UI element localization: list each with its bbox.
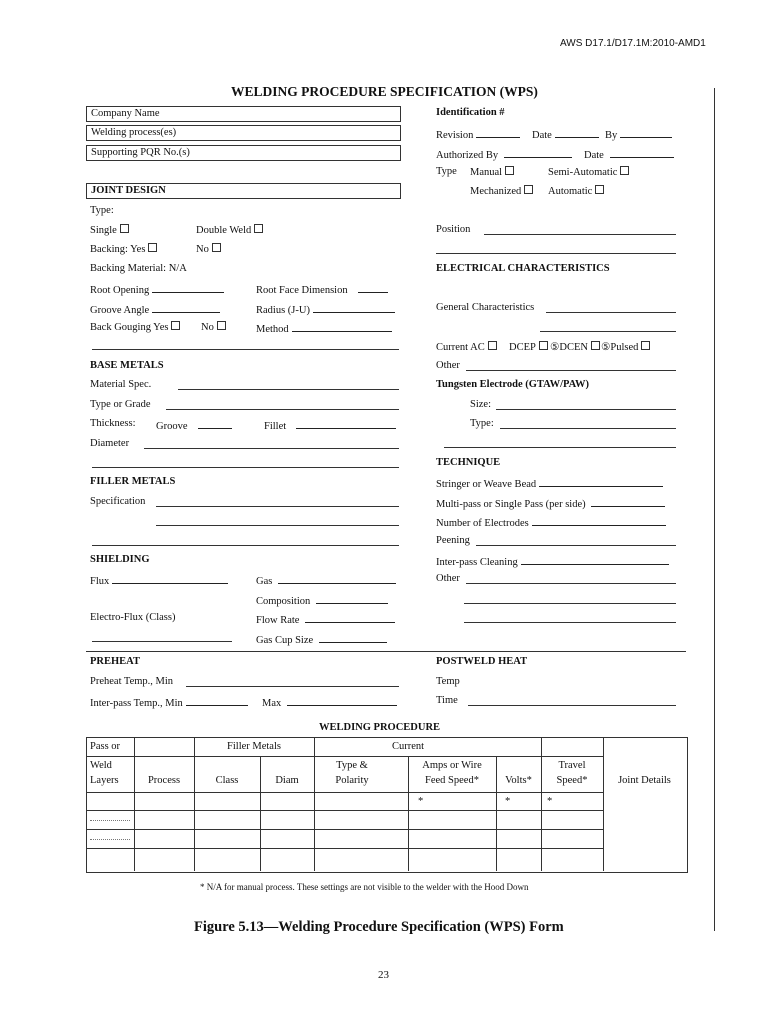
manual-label: Manual bbox=[470, 167, 503, 178]
speed-column-header: Speed* bbox=[556, 775, 588, 786]
backing-no-label: No bbox=[196, 244, 209, 255]
dcep-label: DCEP bbox=[509, 342, 536, 353]
pulsed-option[interactable] bbox=[601, 341, 650, 354]
table-column-divider bbox=[541, 737, 542, 871]
radius-label: Radius (J-U) bbox=[256, 305, 310, 316]
method-label: Method bbox=[256, 324, 289, 335]
revision-by-field[interactable] bbox=[605, 127, 672, 142]
process-column-header: Process bbox=[147, 775, 181, 786]
process-type-label: Type bbox=[436, 166, 457, 177]
interpass-temp-field[interactable] bbox=[90, 695, 248, 710]
authorized-date-field[interactable] bbox=[584, 147, 674, 162]
dcen-option[interactable] bbox=[550, 341, 600, 354]
preheat-temp-line[interactable] bbox=[186, 686, 399, 687]
authorized-date-label: Date bbox=[584, 150, 604, 161]
weld-header: Weld bbox=[90, 760, 112, 771]
tungsten-type-label: Type: bbox=[470, 418, 494, 429]
composition-label: Composition bbox=[256, 596, 311, 607]
backing-yes-option[interactable] bbox=[90, 243, 157, 256]
table-column-divider bbox=[496, 756, 497, 871]
tungsten-header: Tungsten Electrode (GTAW/PAW) bbox=[436, 379, 590, 390]
blank-line[interactable] bbox=[92, 467, 399, 468]
current-ac-label: Current AC bbox=[436, 342, 485, 353]
procedure-title: WELDING PROCEDURE bbox=[319, 722, 441, 733]
electro-flux-label: Electro-Flux (Class) bbox=[90, 612, 176, 623]
joint-design-label: JOINT DESIGN bbox=[91, 185, 166, 196]
shielding-header: SHIELDING bbox=[90, 554, 150, 565]
mechanized-option[interactable] bbox=[470, 185, 533, 198]
back-gouging-yes-option[interactable] bbox=[90, 321, 180, 334]
table-row bbox=[86, 829, 603, 830]
back-gouging-no-option[interactable] bbox=[201, 321, 226, 334]
dcen-checkbox[interactable] bbox=[591, 341, 600, 350]
max-label: Max bbox=[262, 698, 282, 709]
groove-angle-field[interactable] bbox=[90, 302, 220, 317]
single-option[interactable] bbox=[90, 224, 129, 237]
num-electrodes-field[interactable] bbox=[436, 515, 666, 530]
interpass-cleaning-field[interactable] bbox=[436, 554, 669, 569]
backing-no-option[interactable] bbox=[196, 243, 221, 256]
backing-yes-label: Backing: Yes bbox=[90, 244, 146, 255]
fillet-label: Fillet bbox=[264, 421, 287, 432]
supporting-pqr-field[interactable] bbox=[86, 145, 401, 161]
gas-field[interactable] bbox=[256, 573, 396, 588]
back-gouging-no-label: No bbox=[201, 322, 214, 333]
electrical-header: ELECTRICAL CHARACTERISTICS bbox=[436, 263, 610, 274]
interpass-temp-label: Inter-pass Temp., Min bbox=[90, 698, 183, 709]
type-or-grade-line[interactable] bbox=[166, 409, 399, 410]
section-divider bbox=[86, 651, 686, 652]
postweld-time-line[interactable] bbox=[468, 705, 676, 706]
general-characteristics-line[interactable] bbox=[546, 312, 676, 313]
fillet-field[interactable] bbox=[264, 418, 396, 433]
table-column-divider bbox=[134, 737, 135, 871]
root-face-field[interactable] bbox=[256, 282, 388, 297]
material-spec-line[interactable] bbox=[178, 389, 399, 390]
backing-material-label: Backing Material: N/A bbox=[90, 263, 187, 274]
back-gouging-no-checkbox[interactable] bbox=[217, 321, 226, 330]
position-line[interactable] bbox=[484, 234, 676, 235]
type-or-grade-label: Type or Grade bbox=[90, 399, 151, 410]
document-id: AWS D17.1/D17.1M:2010-AMD1 bbox=[560, 38, 706, 49]
diameter-label: Diameter bbox=[90, 438, 130, 449]
gas-cup-size-field[interactable] bbox=[256, 632, 387, 647]
pulsed-checkbox[interactable] bbox=[641, 341, 650, 350]
diameter-line[interactable] bbox=[144, 448, 399, 449]
material-spec-label: Material Spec. bbox=[90, 379, 152, 390]
specification-line[interactable] bbox=[156, 506, 399, 507]
form-title: WELDING PROCEDURE SPECIFICATION (WPS) bbox=[231, 84, 538, 99]
joint-type-label: Type: bbox=[90, 205, 114, 216]
position-label: Position bbox=[436, 224, 471, 235]
groove-angle-label: Groove Angle bbox=[90, 305, 150, 316]
back-gouging-label: Back Gouging Yes bbox=[90, 322, 169, 333]
welding-process-label: Welding process(es) bbox=[91, 127, 177, 138]
travel-column-header: Travel bbox=[558, 760, 586, 771]
table-row bbox=[86, 756, 603, 757]
procedure-table bbox=[86, 737, 688, 873]
circled-five-symbol: ⑤ bbox=[601, 342, 611, 353]
semi-automatic-option[interactable] bbox=[548, 166, 629, 179]
double-weld-checkbox[interactable] bbox=[254, 224, 263, 233]
pulsed-label: Pulsed bbox=[610, 342, 639, 353]
mechanized-label: Mechanized bbox=[470, 186, 522, 197]
blank-line[interactable] bbox=[436, 253, 676, 254]
single-label: Single bbox=[90, 225, 117, 236]
page-number: 23 bbox=[378, 969, 389, 981]
root-opening-field[interactable] bbox=[90, 282, 224, 297]
travel-asterisk: * bbox=[547, 796, 553, 807]
tungsten-size-line[interactable] bbox=[496, 409, 676, 410]
preheat-header: PREHEAT bbox=[90, 656, 140, 667]
dcep-checkbox[interactable] bbox=[539, 341, 548, 350]
num-electrodes-label: Number of Electrodes bbox=[436, 518, 529, 529]
postweld-header: POSTWELD HEAT bbox=[436, 656, 528, 667]
pass-or-header: Pass or bbox=[90, 741, 121, 752]
peening-label: Peening bbox=[436, 535, 470, 546]
revision-by-label: By bbox=[605, 130, 618, 141]
margin-bar bbox=[714, 88, 715, 931]
authorized-by-label: Authorized By bbox=[436, 150, 499, 161]
groove-label: Groove bbox=[156, 421, 188, 432]
feed-speed-column-header: Feed Speed* bbox=[425, 775, 479, 786]
volts-asterisk: * bbox=[505, 796, 511, 807]
authorized-by-field[interactable] bbox=[436, 147, 572, 162]
manual-option[interactable] bbox=[470, 166, 514, 179]
preheat-temp-label: Preheat Temp., Min bbox=[90, 676, 174, 687]
method-field[interactable] bbox=[256, 321, 392, 336]
blank-line[interactable] bbox=[92, 349, 399, 350]
max-field[interactable] bbox=[262, 695, 397, 710]
gas-label: Gas bbox=[256, 576, 273, 587]
base-metals-header: BASE METALS bbox=[90, 360, 164, 371]
polarity-column-header: Polarity bbox=[335, 775, 369, 786]
table-column-divider bbox=[603, 737, 604, 871]
class-column-header: Class bbox=[215, 775, 239, 786]
dcep-option[interactable] bbox=[509, 341, 548, 354]
dcen-label: DCEN bbox=[559, 342, 589, 353]
joint-details-column-header: Joint Details bbox=[618, 775, 671, 786]
joint-design-header bbox=[86, 183, 401, 199]
specification-label: Specification bbox=[90, 496, 146, 507]
revision-date-field[interactable] bbox=[532, 127, 599, 142]
revision-date-label: Date bbox=[532, 130, 552, 141]
other-electrical-line[interactable] bbox=[466, 370, 676, 371]
blank-line[interactable] bbox=[444, 447, 676, 448]
table-column-divider bbox=[314, 737, 315, 871]
filler-metals-header: FILLER METALS bbox=[90, 476, 176, 487]
layers-header: Layers bbox=[90, 775, 119, 786]
gas-cup-size-label: Gas Cup Size bbox=[256, 635, 314, 646]
amps-asterisk: * bbox=[418, 796, 424, 807]
multipass-field[interactable] bbox=[436, 496, 665, 511]
ac-checkbox[interactable] bbox=[488, 341, 497, 350]
tungsten-type-line[interactable] bbox=[500, 428, 676, 429]
stringer-field[interactable] bbox=[436, 476, 663, 491]
company-name-label: Company Name bbox=[91, 108, 160, 119]
groove-thickness-field[interactable] bbox=[156, 418, 232, 433]
blank-line[interactable] bbox=[464, 603, 676, 604]
semi-automatic-label: Semi-Automatic bbox=[548, 167, 618, 178]
thickness-label: Thickness: bbox=[90, 418, 136, 429]
flow-rate-label: Flow Rate bbox=[256, 615, 300, 626]
identification-label: Identification # bbox=[436, 107, 505, 118]
postweld-time-label: Time bbox=[436, 695, 458, 706]
other-electrical-label: Other bbox=[436, 360, 460, 371]
table-row bbox=[86, 810, 603, 811]
figure-caption: Figure 5.13—Welding Procedure Specification (WPS) Form bbox=[194, 919, 564, 935]
dotted-leader bbox=[90, 839, 130, 840]
other-technique-line[interactable] bbox=[466, 583, 676, 584]
double-weld-label: Double Weld bbox=[196, 225, 252, 236]
single-checkbox[interactable] bbox=[120, 224, 129, 233]
postweld-temp-label: Temp bbox=[436, 676, 460, 687]
revision-label: Revision bbox=[436, 130, 474, 141]
circled-five-symbol: ⑤ bbox=[550, 342, 560, 353]
blank-line[interactable] bbox=[464, 622, 676, 623]
automatic-option[interactable] bbox=[548, 185, 604, 198]
backing-yes-checkbox[interactable] bbox=[148, 243, 157, 252]
table-column-divider bbox=[260, 756, 261, 871]
footnote: * N/A for manual process. These settings are not visible to the welder with the Hood Down bbox=[200, 882, 529, 892]
flow-rate-field[interactable] bbox=[256, 612, 395, 627]
flux-label: Flux bbox=[90, 576, 110, 587]
diam-column-header: Diam bbox=[275, 775, 299, 786]
filler-metals-column-header: Filler Metals bbox=[227, 741, 281, 752]
mechanized-checkbox[interactable] bbox=[524, 185, 533, 194]
blank-line[interactable] bbox=[92, 545, 399, 546]
table-column-divider bbox=[194, 737, 195, 871]
welding-process-field[interactable] bbox=[86, 125, 401, 141]
electro-flux-line[interactable] bbox=[92, 641, 232, 642]
automatic-label: Automatic bbox=[548, 186, 593, 197]
composition-field[interactable] bbox=[256, 593, 388, 608]
current-column-header: Current bbox=[391, 741, 425, 752]
interpass-cleaning-label: Inter-pass Cleaning bbox=[436, 557, 518, 568]
table-column-divider bbox=[408, 756, 409, 871]
peening-line[interactable] bbox=[476, 545, 676, 546]
current-ac-option[interactable] bbox=[436, 341, 497, 354]
amps-column-header: Amps or Wire bbox=[422, 760, 482, 771]
back-gouging-yes-checkbox[interactable] bbox=[171, 321, 180, 330]
semi-automatic-checkbox[interactable] bbox=[620, 166, 629, 175]
backing-no-checkbox[interactable] bbox=[212, 243, 221, 252]
flux-field[interactable] bbox=[90, 573, 228, 588]
table-row bbox=[86, 848, 603, 849]
table-row bbox=[86, 792, 603, 793]
other-technique-label: Other bbox=[436, 573, 460, 584]
radius-field[interactable] bbox=[256, 302, 395, 317]
manual-checkbox[interactable] bbox=[505, 166, 514, 175]
blank-line[interactable] bbox=[156, 525, 399, 526]
volts-column-header: Volts* bbox=[505, 775, 532, 786]
root-face-label: Root Face Dimension bbox=[256, 285, 348, 296]
root-opening-label: Root Opening bbox=[90, 285, 150, 296]
type-column-header: Type & bbox=[336, 760, 368, 771]
double-weld-option[interactable] bbox=[196, 224, 263, 237]
automatic-checkbox[interactable] bbox=[595, 185, 604, 194]
revision-field[interactable] bbox=[436, 127, 520, 142]
multipass-label: Multi-pass or Single Pass (per side) bbox=[436, 499, 586, 510]
dotted-leader bbox=[90, 820, 130, 821]
blank-line[interactable] bbox=[540, 331, 676, 332]
stringer-label: Stringer or Weave Bead bbox=[436, 479, 537, 490]
company-name-field[interactable] bbox=[86, 106, 401, 122]
supporting-pqr-label: Supporting PQR No.(s) bbox=[91, 147, 190, 158]
technique-header: TECHNIQUE bbox=[436, 457, 501, 468]
general-characteristics-label: General Characteristics bbox=[436, 302, 535, 313]
tungsten-size-label: Size: bbox=[470, 399, 491, 410]
